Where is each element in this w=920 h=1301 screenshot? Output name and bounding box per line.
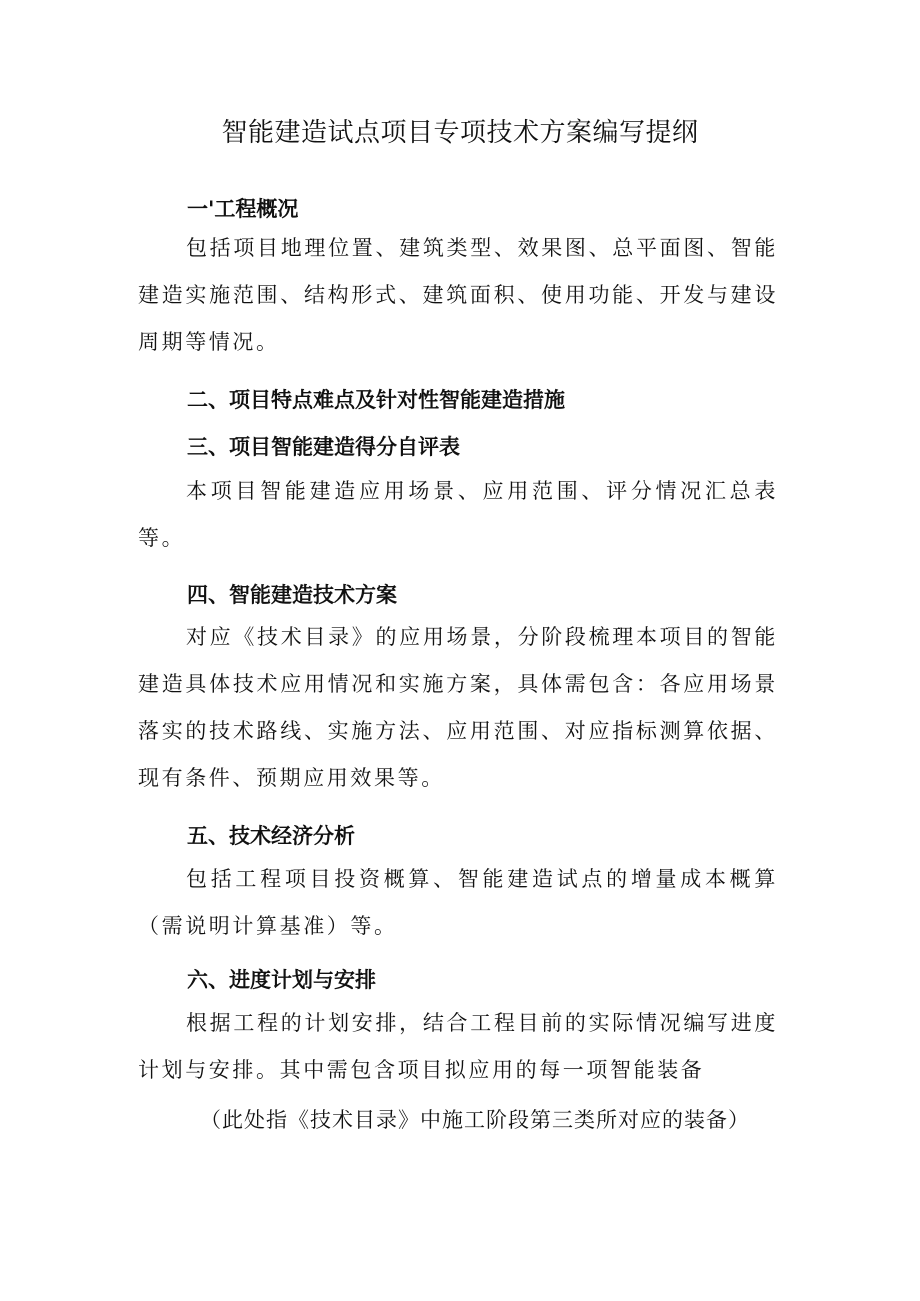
section-6-body: 根据工程的计划安排，结合工程目前的实际情况编写进度计划与安排。其中需包含项目拟应用的每一项智能装备 <box>138 1011 778 1082</box>
section-3-body: 本项目智能建造应用场景、应用范围、评分情况汇总表等。 <box>138 479 778 550</box>
section-6-heading: 六、进度计划与安排 <box>187 968 376 992</box>
section-1-body: 包括项目地理位置、建筑类型、效果图、总平面图、智能建造实施范围、结构形式、建筑面积、使用功能、开发与建设周期等情况。 <box>138 236 778 354</box>
section-2-heading: 二、项目特点难点及针对性智能建造措施 <box>187 388 565 412</box>
section-4-body: 对应《技术目录》的应用场景，分阶段梳理本项目的智能建造具体技术应用情况和实施方案，具体需包含：各应用场景落实的技术路线、实施方法、应用范围、对应指标测算依据、现有条件、预期应用效果等。 <box>138 625 778 790</box>
section-1-heading: 一'工程概况 <box>187 197 299 221</box>
section-5-heading: 五、技术经济分析 <box>187 824 355 848</box>
document-title: 智能建造试点项目专项技术方案编写提纲 <box>221 118 699 148</box>
section-5-body: 包括工程项目投资概算、智能建造试点的增量成本概算（需说明计算基准）等。 <box>138 867 778 938</box>
section-6-note: （此处指《技术目录》中施工阶段第三类所对应的装备） <box>200 1108 750 1132</box>
section-3-heading: 三、项目智能建造得分自评表 <box>187 435 460 459</box>
section-4-heading: 四、智能建造技术方案 <box>187 583 397 607</box>
